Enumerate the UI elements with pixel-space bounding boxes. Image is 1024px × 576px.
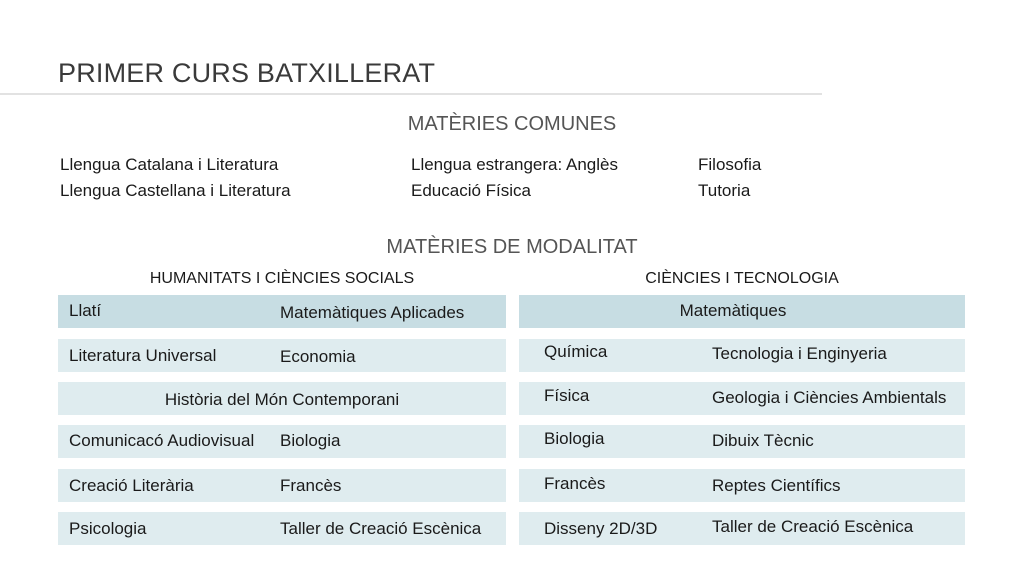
subject-cell: Física <box>544 386 590 405</box>
subject-cell: Tecnologia i Enginyeria <box>712 344 887 363</box>
subject-cell: Psicologia <box>69 519 147 538</box>
common-subjects-heading: MATÈRIES COMUNES <box>407 113 617 135</box>
table-row <box>519 339 965 372</box>
common-subject: Llengua estrangera: Anglès <box>411 155 618 174</box>
subject-cell: Història del Món Contemporani <box>164 390 400 409</box>
common-subject: Educació Física <box>411 181 531 200</box>
subject-cell: Biologia <box>544 429 605 448</box>
table-row <box>519 382 965 415</box>
subject-cell: Matemàtiques Aplicades <box>280 303 465 322</box>
subject-cell: Llatí <box>69 301 102 320</box>
table-row <box>519 425 965 458</box>
subject-cell: Matemàtiques <box>679 301 787 320</box>
page-title: PRIMER CURS BATXILLERAT <box>58 58 436 88</box>
subject-cell: Química <box>544 342 608 361</box>
subject-cell: Francès <box>544 474 606 493</box>
subject-cell: Biologia <box>280 431 341 450</box>
subject-cell: Taller de Creació Escènica <box>712 517 914 536</box>
subject-cell: Disseny 2D/3D <box>544 519 658 538</box>
subject-cell: Francès <box>280 476 342 495</box>
subject-cell: Economia <box>280 347 356 366</box>
table-row <box>58 339 506 372</box>
table-row <box>58 295 506 328</box>
common-subject: Tutoria <box>698 181 751 200</box>
subject-cell: Reptes Científics <box>712 476 841 495</box>
subject-cell: Literatura Universal <box>69 346 217 365</box>
subject-cell: Comunicacó Audiovisual <box>69 431 255 450</box>
common-subject: Filosofia <box>698 155 762 174</box>
title-divider <box>0 93 822 95</box>
table-row <box>58 425 506 458</box>
modality-subjects-heading: MATÈRIES DE MODALITAT <box>386 236 638 258</box>
subject-cell: Dibuix Tècnic <box>712 431 814 450</box>
subject-cell: Geologia i Ciències Ambientals <box>712 388 947 407</box>
table-row <box>519 512 965 545</box>
table-row <box>58 512 506 545</box>
table-row <box>519 295 965 328</box>
table-row <box>58 469 506 502</box>
subject-cell: Creació Literària <box>69 476 194 495</box>
humanities-heading: HUMANITATS I CIÈNCIES SOCIALS <box>149 270 415 287</box>
table-row <box>58 382 506 415</box>
common-subject: Llengua Catalana i Literatura <box>60 155 279 174</box>
table-row <box>519 469 965 502</box>
common-subject: Llengua Castellana i Literatura <box>60 181 291 200</box>
subject-cell: Taller de Creació Escènica <box>280 519 482 538</box>
sciences-heading: CIÈNCIES I TECNOLOGIA <box>645 270 839 287</box>
